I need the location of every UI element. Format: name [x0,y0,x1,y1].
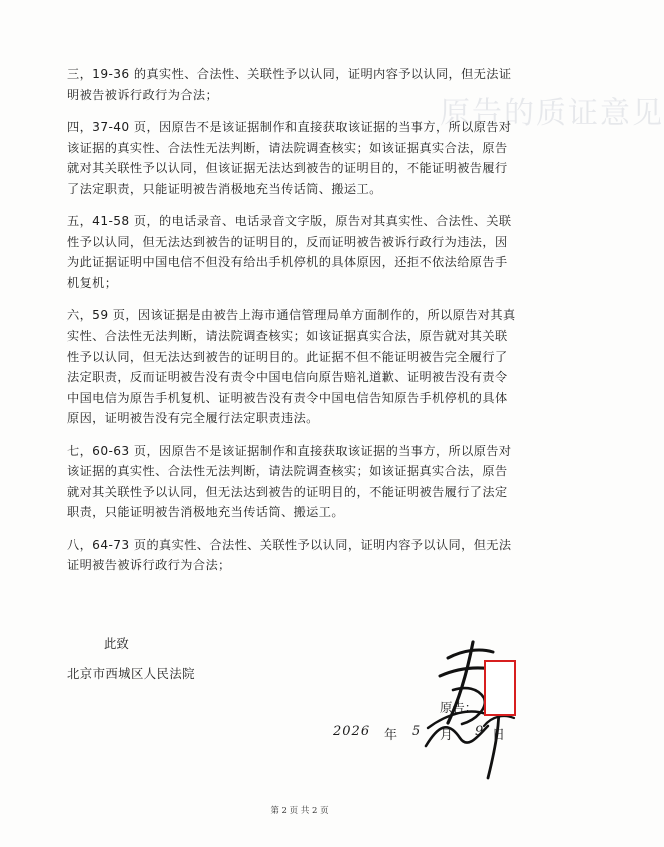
body-text [67,64,542,588]
paragraph-3: 三，19-36 的真实性、合法性、关联性予以认同，证明内容予以认同，但无法证 明被告被诉行政行为合法； [67,67,512,102]
date-month: 5 [412,724,421,739]
paragraph-7: 七，60-63 页，因原告不是该证据制作和直接获取该证据的当事方，所以原告对 该证据的真实性、合法性无法判断，请法院调查核实；如该证据真实合法，原告 就对其关联性予以认同，但无法达到被告的证明目的，不能证明被告履行了法定 职责，只能证明被告消极地充当传话筒、搬运工。 [67,443,512,520]
date-year-char: 年 [384,728,398,743]
date-year: 2026 [333,724,371,739]
page-footer: 第 2 页 共 2 页 [270,806,329,816]
paragraph-6: 六，59 页，因该证据是由被告上海市通信管理局单方面制作的，所以原告对其真 实性、合法性无法判断，请法院调查核实；如该证据真实合法，原告就对其关联 性予以认同，但无法达到被告的证明目的。此证据不但不能证明被告完全履行了 法定职责，反而证明被告没有责令中国电信向原告赔礼道歉、证明被告没有责令 中国电信为原告手机复机、证明被告没有责令中国电信告知原告手机停机的具体 原因，证明被告没有完全履行法定职责违法。 [67,308,516,426]
seal-stamp [484,660,516,716]
closing-salutation: 此致 [104,636,129,651]
paragraph-5: 五，41-58 页，的电话录音、电话录音文字版，原告对其真实性、合法性、关联 性予以认同，但无法达到被告的证明目的，反而证明被告被诉行政行为违法，因 为此证据证明中国电信不但没有给出手机停机的具体原因，还拒不依法给原告手 机复机； [67,214,512,290]
bleed-through-heading: 原告的质证意见 [440,96,664,131]
date-day: 9 [475,724,484,739]
paragraph-4: 四，37-40 页，因原告不是该证据制作和直接获取该证据的当事方，所以原告对 该证据的真实性、合法性无法判断，请法院调查核实；如该证据真实合法，原告 就对其关联性予以认同，但该证据无法达到被告的证明目的，不能证明被告履行 了法定职责，只能证明被告消极地充当传话筒、搬运工。 [67,119,512,196]
date-month-char: 月 [440,728,454,743]
court-name: 北京市西城区人民法院 [67,666,195,681]
plaintiff-label: 原告： [440,700,478,715]
date-day-char: 日 [492,728,506,743]
paragraph-8: 八，64-73 页的真实性、合法性、关联性予以认同，证明内容予以认同，但无法 证明被告被诉行政行为合法； [67,537,512,573]
